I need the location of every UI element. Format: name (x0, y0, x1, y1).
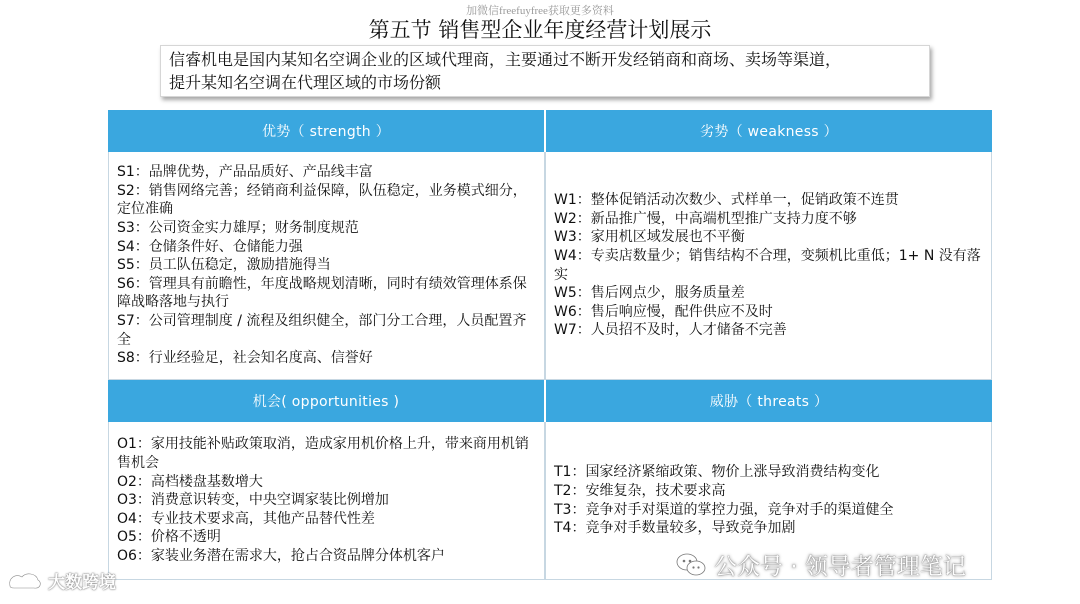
strength-item: S4：仓储条件好、仓储能力强 (117, 238, 303, 255)
threats-item: T4：竞争对手数量较多，导致竞争加剧 (554, 520, 796, 537)
watermark-right (676, 548, 966, 581)
strength-item: S2：销售网络完善；经销商利益保障，队伍稳定，业务模式细分，定位准确 (117, 182, 527, 218)
strength-item: S7：公司管理制度 / 流程及组织健全，部门分工合理，人员配置齐全 (117, 312, 527, 348)
weakness-item: W4：专卖店数量少；销售结构不合理，变频机比重低；1+ N 没有落实 (554, 247, 981, 283)
weakness-item: W3：家用机区域发展也不平衡 (554, 229, 745, 246)
threats-item: T1：国家经济紧缩政策、物价上涨导致消费结构变化 (554, 464, 880, 481)
threats-item: T3：竞争对手对渠道的掌控力强，竞争对手的渠道健全 (554, 501, 894, 518)
watermark-left-text: 大数跨境 (48, 573, 116, 593)
strength-item: S1：品牌优势，产品品质好、产品线丰富 (117, 164, 373, 181)
intro-line-1: 信睿机电是国内某知名空调企业的区域代理商，主要通过不断开发经销商和商场、卖场等渠道， (169, 50, 842, 69)
brand-logo-icon (6, 570, 44, 592)
strength-item: S3：公司资金实力雄厚；财务制度规范 (117, 220, 359, 237)
page-title: 第五节 销售型企业年度经营计划展示 (368, 18, 712, 42)
opportunities-header: 机会( opportunities ) (108, 380, 544, 422)
weakness-cell (545, 152, 992, 380)
swot-grid (108, 110, 992, 580)
weakness-item: W6：售后响应慢，配件供应不及时 (554, 303, 773, 320)
strength-item: S8：行业经验足，社会知名度高、信誉好 (117, 350, 373, 367)
opportunities-item: O6：家装业务潜在需求大，抢占合资品牌分体机客户 (117, 547, 445, 564)
strength-item: S5：员工队伍稳定，激励措施得当 (117, 257, 331, 274)
opportunities-item: O4：专业技术要求高，其他产品替代性差 (117, 510, 375, 527)
weakness-item: W7：人员招不及时，人才储备不完善 (554, 322, 787, 339)
watermark-left (6, 568, 116, 593)
top-note: 加微信freefuyfree获取更多资料 (466, 5, 614, 17)
weakness-item: W2：新品推广慢，中高端机型推广支持力度不够 (554, 210, 857, 227)
intro-line-2: 提升某知名空调在代理区域的市场份额 (169, 73, 442, 92)
threats-item: T2：安维复杂，技术要求高 (554, 482, 726, 499)
weakness-item: W5：售后网点少，服务质量差 (554, 285, 745, 302)
opportunities-item: O1：家用技能补贴政策取消，造成家用机价格上升，带来商用机销售机会 (117, 436, 529, 472)
weakness-header: 劣势（ weakness ） (546, 110, 992, 152)
opportunities-item: O2：高档楼盘基数增大 (117, 473, 263, 490)
threats-header: 威胁（ threats ） (546, 380, 992, 422)
opportunities-item: O3：消费意识转变，中央空调家装比例增加 (117, 492, 389, 509)
strength-item: S6：管理具有前瞻性，年度战略规划清晰，同时有绩效管理体系保障战略落地与执行 (117, 275, 527, 311)
opportunities-item: O5：价格不透明 (117, 529, 221, 546)
wechat-icon (676, 552, 706, 578)
watermark-right-text: 公众号 · 领导者管理笔记 (714, 554, 966, 580)
weakness-item: W1：整体促销活动次数少、式样单一，促销政策不连贯 (554, 192, 899, 209)
intro-box (160, 45, 930, 97)
strength-cell (108, 152, 545, 380)
strength-header: 优势（ strength ） (108, 110, 544, 152)
opportunities-cell (108, 422, 545, 580)
